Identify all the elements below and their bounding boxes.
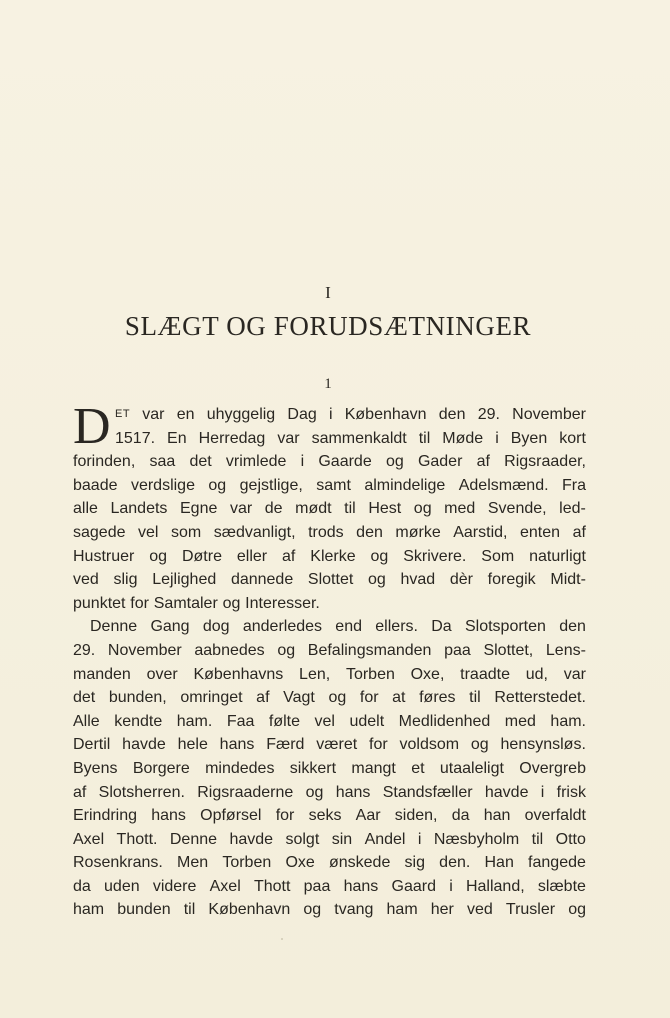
word: var [277, 429, 300, 447]
word: Slotsporten [464, 618, 546, 636]
word: sin [331, 830, 353, 848]
word: overfaldt [524, 807, 586, 825]
text-line [73, 733, 586, 757]
word: sig [404, 854, 425, 872]
word: solgt [285, 830, 320, 848]
word: 1517. [115, 429, 156, 447]
word: Herredag [198, 429, 266, 447]
word: led- [559, 500, 586, 518]
word: Da [431, 618, 452, 636]
word: ham [386, 901, 418, 919]
word: Thott [253, 877, 291, 895]
word: og [370, 547, 389, 565]
word: i [449, 877, 453, 895]
word: baade [73, 476, 118, 494]
word: Gaard [391, 877, 436, 895]
word: og [277, 641, 296, 659]
text-line [73, 757, 586, 781]
word: videre [152, 877, 197, 895]
word: af [256, 689, 270, 707]
word: Hest [368, 500, 402, 518]
word: været [316, 736, 358, 754]
word: Han [484, 854, 514, 872]
word: med [444, 500, 476, 518]
word: og [208, 476, 227, 494]
word: paa [444, 641, 471, 659]
chapter-title: SLÆGT OG FORUDSÆTNINGER [124, 311, 532, 341]
word: Oxe, [410, 665, 445, 683]
word: for [369, 736, 388, 754]
text-line [73, 875, 586, 899]
word: den. [439, 854, 471, 872]
word: havde [229, 830, 274, 848]
word: i [417, 830, 422, 848]
word: Slottet, [483, 641, 534, 659]
word: Trusler [505, 901, 556, 919]
word: Dag [287, 406, 317, 423]
text-line [73, 898, 586, 922]
word: slæbte [537, 877, 586, 895]
word: den [559, 618, 586, 636]
word: som [170, 523, 202, 541]
word: havde [122, 736, 166, 754]
word: seks [308, 807, 342, 825]
word: Retterstedet. [494, 689, 586, 707]
text-line [73, 639, 586, 663]
word: sædvanligt, [213, 523, 296, 541]
text-line [73, 497, 586, 521]
word: Axel [73, 830, 105, 848]
word: det [189, 453, 212, 471]
word: samt [316, 476, 351, 494]
word: Gaarde [318, 453, 372, 471]
word: Torben [222, 854, 272, 872]
word: Næsbyholm [433, 830, 520, 848]
word: Midt- [550, 571, 586, 589]
word: de [264, 500, 283, 518]
word: den [438, 406, 466, 423]
word: og [149, 547, 168, 565]
word: Medlidenhed [398, 712, 491, 730]
word: alle [73, 500, 98, 518]
word: da [451, 807, 470, 825]
word: for [359, 689, 379, 707]
word: Otto [555, 830, 586, 848]
text-line [73, 828, 586, 852]
word: var [142, 406, 165, 423]
word: kendte [114, 712, 163, 730]
word: Overgreb [519, 759, 586, 777]
word: Erindring [73, 807, 138, 825]
opening-lines [73, 398, 586, 455]
word: en [176, 406, 195, 423]
section-number: 1 [324, 376, 332, 392]
word: Dertil [73, 736, 111, 754]
word: Aar [355, 807, 381, 825]
word: var [229, 500, 253, 518]
word: Andel [364, 830, 406, 848]
word: hans [335, 783, 371, 801]
word: frisk [556, 783, 586, 801]
word: Opførsel [200, 807, 262, 825]
word: Byen [510, 429, 548, 447]
word: af [476, 453, 490, 471]
word: hvad [400, 571, 436, 589]
word: paa [303, 877, 331, 895]
word: Standsfæller [382, 783, 473, 801]
word: Svende, [487, 500, 547, 518]
word: bunden [117, 901, 171, 919]
word: mørke [395, 523, 441, 541]
word: ellers. [375, 618, 418, 636]
word: og [328, 689, 347, 707]
word: ved [466, 901, 493, 919]
word: ud, [525, 665, 548, 683]
text-line [73, 686, 586, 710]
word: ham [73, 901, 105, 919]
word: hensynsløs. [500, 736, 586, 754]
word: Byens [73, 759, 118, 777]
word: og [305, 783, 324, 801]
word: Klerke [310, 547, 356, 565]
word: sikkert [289, 759, 337, 777]
word: af [572, 523, 586, 541]
word: og [568, 901, 586, 919]
word: vel [138, 523, 159, 541]
word: hans [151, 807, 186, 825]
word: Landets [110, 500, 168, 518]
word: for [130, 594, 149, 612]
word: vel [314, 712, 335, 730]
word: saa [149, 453, 176, 471]
word: og [222, 594, 241, 612]
word: Fra [561, 476, 586, 494]
word: naturligt [529, 547, 586, 565]
word: Len, [299, 665, 331, 683]
word: et [411, 759, 425, 777]
word: at [392, 689, 406, 707]
word: af [73, 783, 87, 801]
word: enten [520, 523, 561, 541]
word: i [328, 406, 333, 423]
word: uhyggelig [206, 406, 276, 423]
text-line [73, 521, 586, 545]
text-line [115, 403, 586, 427]
word: sagede [73, 523, 126, 541]
word: følte [268, 712, 301, 730]
word: traadte [460, 665, 510, 683]
word: Rigsraader, [504, 453, 586, 471]
word: punktet [73, 594, 126, 612]
word: foregik [487, 571, 536, 589]
word: Thott. [116, 830, 158, 848]
word: verdslige [130, 476, 195, 494]
word: og [385, 453, 404, 471]
word: almindelige [364, 476, 446, 494]
word: 29. [477, 406, 500, 423]
word: til [469, 689, 481, 707]
word: og [470, 736, 489, 754]
word: utaaleligt [439, 759, 504, 777]
word: af [282, 547, 296, 565]
text-line [73, 615, 586, 639]
word: Denne [169, 830, 218, 848]
text-line [73, 592, 586, 616]
word: end [335, 618, 362, 636]
word: og [303, 901, 322, 919]
word: slig [113, 571, 138, 589]
word: Rigsraaderne [197, 783, 294, 801]
word: Befalingsmanden [307, 641, 432, 659]
word: Som [481, 547, 515, 565]
word: Rosenkrans. [73, 854, 163, 872]
word: til [344, 500, 356, 518]
word: aabnedes [194, 641, 265, 659]
word: Interesser. [245, 594, 320, 612]
word: den [356, 523, 383, 541]
drop-cap: D [73, 398, 111, 455]
word: i [495, 429, 499, 447]
paper-speck [281, 938, 283, 940]
word: Denne [90, 618, 138, 636]
word: til [183, 901, 196, 919]
word: voldsom [399, 736, 460, 754]
text-line [73, 545, 586, 569]
word: Københavns [193, 665, 284, 683]
word: Oxe [285, 854, 315, 872]
word: for [275, 807, 295, 825]
word: Faa [226, 712, 255, 730]
word: Skrivere. [403, 547, 467, 565]
word: Torben [345, 665, 395, 683]
word: November [512, 406, 586, 423]
word: Axel [209, 877, 241, 895]
word: Men [177, 854, 209, 872]
text-line [73, 450, 586, 474]
word: og [367, 571, 386, 589]
word: sammenkaldt [311, 429, 407, 447]
word: En [167, 429, 187, 447]
word: fangede [528, 854, 586, 872]
word: over [146, 665, 178, 683]
word: dog [202, 618, 230, 636]
word: eller [236, 547, 268, 565]
text-line [73, 804, 586, 828]
word: Halland, [465, 877, 525, 895]
text-line [115, 427, 586, 451]
word: hele [177, 736, 208, 754]
word: ved [73, 571, 99, 589]
word: dèr [449, 571, 473, 589]
word: var [563, 665, 586, 683]
word: da [73, 877, 91, 895]
word: trods [308, 523, 344, 541]
word: udelt [349, 712, 385, 730]
word: havde [484, 783, 529, 801]
word: Egne [180, 500, 218, 518]
word: mindedes [205, 759, 275, 777]
word: Møde [442, 429, 484, 447]
word: Hustruer [73, 547, 135, 565]
word: Døtre [181, 547, 222, 565]
word: manden [73, 665, 131, 683]
word: Færd [266, 736, 305, 754]
word: tvang [334, 901, 374, 919]
word: Slotsherren. [98, 783, 185, 801]
drop-cap-continuation: ET [115, 408, 131, 420]
word: Gang [150, 618, 190, 636]
word: Alle [73, 712, 100, 730]
word: han [483, 807, 511, 825]
word: Aarstid, [453, 523, 508, 541]
word: til [531, 830, 544, 848]
word: dannede [230, 571, 294, 589]
word: i [300, 453, 305, 471]
word: her [430, 901, 454, 919]
word: bunden, [108, 689, 167, 707]
word: Samtaler [153, 594, 218, 612]
word: i [540, 783, 545, 801]
word: forinden, [73, 453, 136, 471]
text-line [73, 568, 586, 592]
word: mangt [351, 759, 396, 777]
word: til [418, 429, 431, 447]
word: omringet [180, 689, 243, 707]
word: ønskede [328, 854, 391, 872]
word: føres [419, 689, 456, 707]
word: vrimlede [225, 453, 287, 471]
word: Gader [417, 453, 463, 471]
word: 29. [73, 641, 96, 659]
word: November [107, 641, 182, 659]
word: med [504, 712, 536, 730]
word: anderledes [242, 618, 323, 636]
body-text [73, 398, 586, 922]
word: gejstlige, [239, 476, 303, 494]
word: uden [104, 877, 140, 895]
word: kort [559, 429, 586, 447]
word: København [344, 406, 427, 423]
word: Slottet [307, 571, 354, 589]
text-line [73, 781, 586, 805]
word: mødt [295, 500, 332, 518]
text-line [73, 710, 586, 734]
word: Vagt [283, 689, 315, 707]
word: og [413, 500, 432, 518]
word: Borgere [132, 759, 190, 777]
word: Lejlighed [152, 571, 217, 589]
word: hans [343, 877, 379, 895]
word: siden, [394, 807, 438, 825]
text-line [73, 663, 586, 687]
text-line [73, 474, 586, 498]
word: ham. [176, 712, 213, 730]
word: det [73, 689, 96, 707]
word: ham. [550, 712, 586, 730]
text-line [73, 851, 586, 875]
chapter-number: I [325, 283, 331, 302]
word: Lens- [545, 641, 586, 659]
word: hans [219, 736, 255, 754]
word: København [208, 901, 291, 919]
word: Adelsmænd. [458, 476, 549, 494]
